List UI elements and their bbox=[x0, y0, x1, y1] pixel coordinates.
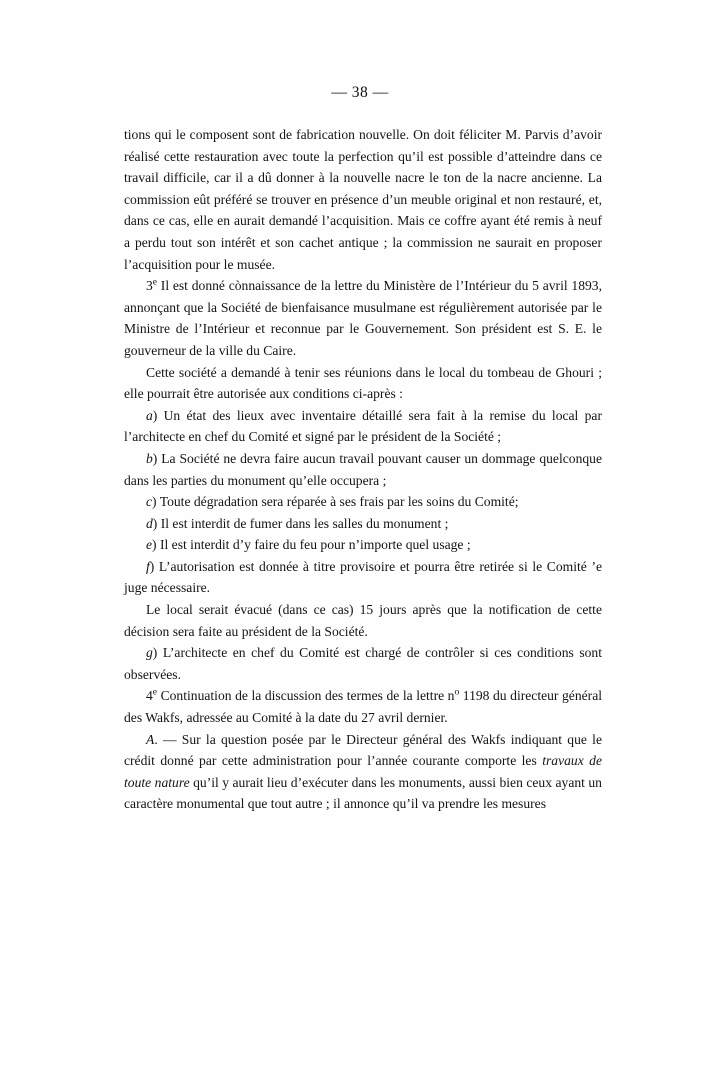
text-run: Cette société a demandé à tenir ses réunions dans le local du tombeau de Ghouri ; elle pourrait être autorisée aux conditions ci-après : bbox=[124, 364, 602, 402]
italic-run: a bbox=[146, 407, 153, 423]
text-run: . — Sur la question posée par le Directeur général des Wakfs indiquant que le crédit donné par cette administration pour l’année courante comporte les bbox=[124, 731, 602, 769]
page-body-text bbox=[124, 124, 602, 815]
italic-run: e bbox=[146, 537, 153, 553]
text-run: 4 bbox=[146, 688, 153, 704]
superscript-run: e bbox=[152, 277, 158, 288]
italic-run: g bbox=[146, 645, 153, 661]
para-cond-e bbox=[124, 534, 602, 556]
italic-run: f bbox=[146, 558, 150, 574]
para-cond-a bbox=[124, 405, 602, 448]
text-run: ) L’architecte en chef du Comité est chargé de contrôler si ces conditions sont observées. bbox=[124, 645, 602, 682]
text-run: qu’il y aurait lieu d’exécuter dans les monuments, aussi bien ceux ayant un caractère monumental que tout autre ; il annonce qu’il va prendre les mesures bbox=[124, 774, 602, 812]
italic-run: A bbox=[146, 731, 155, 747]
superscript-run: e bbox=[152, 687, 158, 698]
italic-run: travaux de toute nature bbox=[124, 753, 602, 790]
text-run: ) La Société ne devra faire aucun travail pouvant causer un dommage quelconque dans les parties du monument qu’elle occupera ; bbox=[124, 450, 602, 488]
text-run: Il est donné cònnaissance de la lettre du Ministère de l’Intérieur du 5 avril 1893, annonçant que la Société de bienfaisance musulmane est régulièrement autorisée par le Ministre de l’Intérieur et reconnue par le Gouvernement. Son président est S. E. le gouverneur de la ville du Caire. bbox=[124, 278, 602, 358]
para-cond-f bbox=[124, 556, 602, 599]
text-run: tions qui le composent sont de fabrication nouvelle. On doit féliciter M. Parvis d’avoir réalisé cette restauration avec toute la perfection qu’il est possible d’atteindre dans ce travail difficile, car il a dû donner à la nouvelle nacre le ton de la nacre ancienne. La commission eût préféré se trouver en présence d’un meuble original et non restauré, et, dans ce cas, elle en aurait demandé l’acquisition. Mais ce coffre ayant été remis à neuf a perdu tout son intérêt et son cachet antique ; la commission ne saurait en proposer l’acquisition pour le musée. bbox=[124, 127, 602, 272]
para-societe-reunions bbox=[124, 362, 602, 405]
text-run: 3 bbox=[146, 278, 153, 294]
para-continuation bbox=[124, 124, 602, 275]
para-cond-c bbox=[124, 491, 602, 513]
text-run: ) Il est interdit de fumer dans les salles du monument ; bbox=[152, 515, 449, 531]
italic-run: b bbox=[146, 450, 153, 466]
italic-run: c bbox=[146, 494, 153, 510]
para-local-evacue bbox=[124, 599, 602, 642]
para-item-A bbox=[124, 729, 602, 815]
text-run: ) Toute dégradation sera réparée à ses frais par les soins du Comité; bbox=[152, 494, 519, 510]
text-run: ) Un état des lieux avec inventaire détaillé sera fait à la remise du local par l’architecte en chef du Comité et signé par le président de la Société ; bbox=[124, 407, 602, 445]
para-item-3 bbox=[124, 275, 602, 361]
para-cond-g bbox=[124, 642, 602, 685]
para-cond-b bbox=[124, 448, 602, 491]
italic-run: d bbox=[146, 515, 153, 531]
text-run: Continuation de la discussion des termes de la lettre n bbox=[157, 688, 455, 704]
text-run: ) Il est interdit d’y faire du feu pour n’importe quel usage ; bbox=[152, 537, 471, 553]
para-cond-d bbox=[124, 513, 602, 535]
superscript-run: o bbox=[454, 687, 460, 698]
page-number: — 38 — bbox=[331, 84, 389, 101]
text-run: ) L’autorisation est donnée à titre provisoire et pourra être retirée si le Comité ’e juge nécessaire. bbox=[124, 558, 602, 596]
text-run: 1198 du directeur général des Wakfs, adressée au Comité à la date du 27 avril dernier. bbox=[124, 688, 602, 726]
para-item-4 bbox=[124, 685, 602, 728]
text-run: Le local serait évacué (dans ce cas) 15 jours après que la notification de cette décision sera faite au président de la Société. bbox=[124, 602, 602, 639]
